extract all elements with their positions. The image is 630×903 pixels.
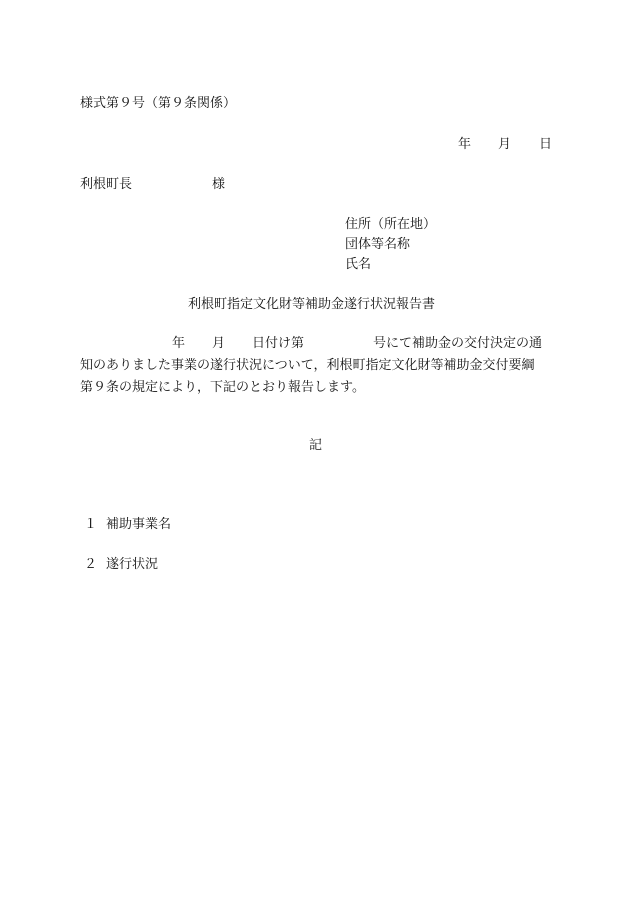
body-month-label: 月 <box>212 336 226 351</box>
date-year-label: 年 <box>458 137 472 152</box>
item-number: １ <box>84 517 98 532</box>
body-line-2: 知のありました事業の遂行状況について，利根町指定文化財等補助金交付要綱 <box>80 358 535 373</box>
form-number: 様式第９号（第９条関係） <box>80 96 237 111</box>
body-year-label: 年 <box>172 336 186 351</box>
body-line-3: 第９条の規定により，下記のとおり報告します。 <box>80 380 365 395</box>
date-day-label: 日 <box>539 137 553 152</box>
addressee-recipient: 利根町長 <box>80 177 133 192</box>
body-day-dated-label: 日付け第 <box>252 336 305 351</box>
body-number-line: 号にて補助金の交付決定の通 <box>373 336 543 351</box>
date-month-label: 月 <box>498 137 512 152</box>
document-title: 利根町指定文化財等補助金遂行状況報告書 <box>188 297 436 312</box>
ki-heading: 記 <box>309 438 323 453</box>
applicant-organization-label: 団体等名称 <box>345 237 411 252</box>
item-label-status: 遂行状況 <box>106 557 159 572</box>
applicant-address-label: 住所（所在地） <box>345 217 437 232</box>
item-number: ２ <box>84 557 98 572</box>
applicant-name-label: 氏名 <box>345 257 372 272</box>
addressee-honorific: 様 <box>212 177 226 192</box>
item-label-project-name: 補助事業名 <box>106 517 172 532</box>
